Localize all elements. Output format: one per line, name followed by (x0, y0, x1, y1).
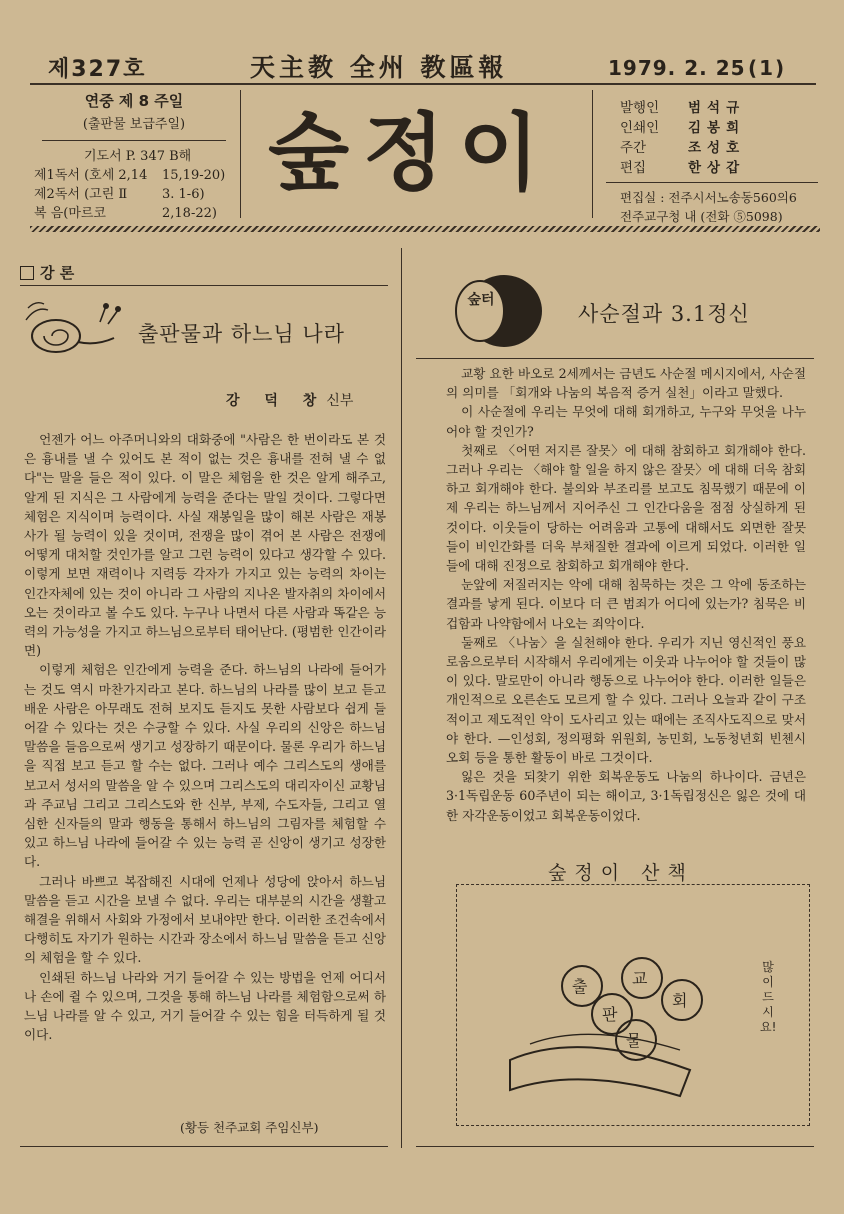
header-rule (30, 83, 816, 85)
snail-illustration (20, 296, 124, 358)
promo-title: 숲정이 산책 (548, 862, 694, 884)
paragraph: 이 사순절에 우리는 무엇에 대해 회개하고, 누구와 무엇을 나누어야 할 것인가? (446, 404, 806, 439)
reading-row: 제2독서 (고린 Ⅱ 3. 1-6) (34, 187, 205, 202)
masthead-divider (240, 90, 241, 218)
staff-divider (592, 90, 593, 218)
paragraph: 첫째로 〈어떤 저지른 잘못〉에 대해 참회하고 회개해야 한다. 그러나 우리는 〈해야 할 일을 하지 않은 잘못〉에 대해 더욱 참회하고 회개해야 한다. 불의와 부조리를 보고도 침묵했기 때문에 이제 우리는 하느님께서 지어주신 그 인간다움을 점점 상실하게 된 것이다. 이웃들이 당하는 어려움과 고통에 대해서도 외면한 잘못들이 비인간화를 더욱 부채질한 결과에 이르게 되었다. 이러한 일들에 대해 진정으로 참회하고 회개해야 한다. (446, 442, 806, 574)
paragraph: 둘째로 〈나눔〉을 실천해야 한다. 우리가 지닌 영신적인 풍요로움으로부터 시작해서 우리에게는 이웃과 나누어야 할 것들이 많이 있다. 말로만이 아니라 행동으로 나누어야 한다. 이러한 일들은 개인적으로 오른손도 모르게 할 수 있다. 그러나 오늘과 같이 구조적이고 제도적인 악이 도사리고 있는 때에는 조직사도직으로 맞서야 한다. —인성회, 정의평화 위원회, 농민회, 노동청년회 빈첸시오회 등을 통한 활동이 바로 그것이다. (446, 634, 806, 766)
lent-badge (452, 272, 544, 350)
staff-row: 인쇄인 김봉희 (620, 120, 746, 136)
staff-list (620, 98, 745, 178)
pill-syllable: 교 (632, 969, 648, 988)
author-line: 강 덕 창신부 (226, 393, 354, 409)
paragraph: 인쇄된 하느님 나라와 거기 들어갈 수 있는 방법을 언제 어디서나 손에 쥘 수 있으며, 그것을 통해 하느님 나라를 체험함으로써 하느님 나라를 알 수 있고, 거기 들어갈 수 있는 힘을 터득하게 될 것이다. (24, 969, 386, 1043)
left-article-body (24, 430, 386, 1045)
publisher-line: 天主教 全州 教區報 (250, 53, 508, 82)
right-title-rule (416, 358, 814, 359)
paragraph: 그러나 바쁘고 복잡해진 시대에 언제나 성당에 앉아서 하느님 말씀을 듣고 시간을 보낼 수 없다. 우리는 대부분의 시간을 생활고 해결을 위해서 사회와 가정에서 보내야만 한다. 이러한 조건속에서 다행히도 자기가 원하는 시간과 장소에서 하느님 말씀을 듣고 신앙의 체험을 할 수 있다. (24, 873, 386, 966)
column-divider (401, 248, 402, 1148)
week-title: 연중 제 8 주일 (84, 92, 184, 110)
right-bottom-rule (416, 1146, 814, 1147)
left-article-title: 출판물과 하느님 나라 (138, 322, 345, 346)
staff-row: 주간 조성호 (620, 140, 746, 156)
reading-row: 제1독서 (호세 2,14 15,19-20) (34, 168, 226, 183)
left-article-footer: (황등 천주교회 주임신부) (180, 1120, 319, 1135)
right-article-body (446, 364, 806, 825)
issue-number: 제327호 (48, 57, 147, 82)
office-rule (606, 182, 818, 183)
week-subtitle: (출판물 보급주일) (82, 117, 186, 132)
staff-row: 발행인 범석규 (620, 100, 746, 116)
reading-row: 복 음(마르코 2,18-22) (34, 206, 217, 221)
prayer-book-ref: 기도서 P. 347 B해 (84, 149, 192, 164)
staff-row: 편집 한상갑 (620, 160, 746, 176)
right-article-title: 사순절과 3.1정신 (578, 302, 750, 326)
issue-date: 1979. 2. 25 (608, 56, 746, 80)
paragraph: 교황 요한 바오로 2세께서는 금년도 사순절 메시지에서, 사순절의 의미를 「회개와 나눔의 복음적 증거 실천」이라고 말했다. (446, 366, 806, 401)
paragraph: 이렇게 체험은 인간에게 능력을 준다. 하느님의 나라에 들어가는 것도 역시 마찬가지라고 본다. 하느님의 나라를 많이 보고 듣고 배운 사람은 아무래도 전혀 보지도 듣지도 못한 사람보다 쉽게 들어갈 수 있다는 것은 수긍할 수 있다. 사실 우리의 신앙은 하느님 말씀을 들음으로써 생기고 성장하기 때문이다. 물론 우리가 하느님을 직접 보고 듣고 할 수는 없다. 그러나 예수 그리스도의 생애를 보고서 성서의 말씀을 알 수 있으며 그리스도의 대리자이신 교황님과 주교님 그리고 그리스도와 한 신부, 부제, 수도자들, 그리고 열심한 신자들의 말과 행동을 통해서 하느님의 그림자를 체험할 수 있고 하느님 나라에 들어갈 수 있는 능력 곧 신앙이 생기고 성장한다. (24, 662, 386, 870)
pills-illustration (500, 940, 760, 1110)
pill-syllable: 회 (672, 991, 688, 1010)
badge-text: 숲터 (467, 292, 495, 308)
paragraph: 눈앞에 저질러지는 악에 대해 침묵하는 것은 그 악에 동조하는 결과를 낳게 된다. 이보다 더 큰 범죄가 어디에 있는가? 침묵은 비겁함과 나약함에서 나오는 죄악이다. (446, 577, 806, 631)
section-label: 강 론 (20, 262, 74, 283)
paragraph: 언젠가 어느 아주머니와의 대화중에 "사람은 한 번이라도 본 것은 흉내를 낼 수 있어도 본 적이 없는 것은 흉내를 전혀 낼 수 없다"는 말을 들은 적이 있다. 이 말은 체험을 한 것은 알게 해주고, 알게 된 지식은 그 사람에게 능력을 준다는 말일 것이다. 그렇다면 체험은 지식이며 능력이다. 사실 재봉일을 많이 해본 사람은 재봉사가 될 능력이 있을 것이며, 전쟁을 많이 겪어 본 사람은 전쟁에 어떻게 대처할 것인가를 알고 그런 능력이 있다고 생각할 수 있다. 이렇게 보면 재력이나 지력등 각자가 가지고 있는 능력의 차이는 인간자체에 있는 것이 아니라 그 사람의 지나온 발자취의 차이에서 오는 것이라고 볼 수도 있다. 누구나 나면서 다른 사람과 똑같은 능력의 가능성을 가지고 하느님으로부터 태어난다. (평범한 인간이라면) (24, 432, 386, 659)
promo-vertical-text: 많이 드시요! (760, 960, 777, 1034)
page-number: (1) (748, 56, 787, 80)
section-rule (20, 285, 388, 286)
masthead-hatch (30, 226, 820, 232)
paragraph: 잃은 것을 되찾기 위한 회복운동도 나눔의 하나이다. 금년은 3·1독립운동 60주년이 되는 해이고, 3·1독립정신은 잃은 것에 대한 자각운동이었고 회복운동이었다. (446, 769, 806, 823)
pill-syllable: 출 (572, 977, 588, 996)
pill-syllable: 물 (626, 1031, 642, 1050)
pill-syllable: 판 (602, 1005, 618, 1024)
left-bottom-rule (20, 1146, 388, 1147)
office-address: 편집실 : 전주시서노송동560의6 전주교구청 내 (전화 ⑤5098) (620, 190, 797, 224)
paper-title: 숲정이 (268, 104, 554, 202)
liturgy-box (34, 90, 234, 223)
